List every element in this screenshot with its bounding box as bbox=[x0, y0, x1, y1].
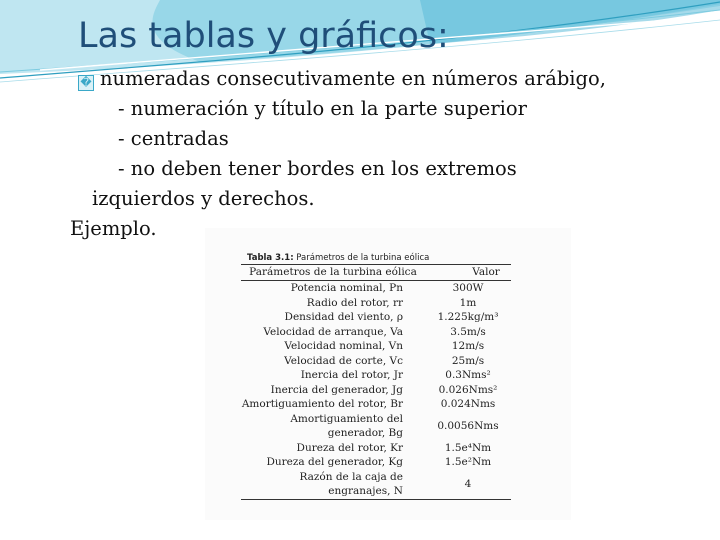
param-cell: Amortiguamiento del generador, Bg bbox=[290, 412, 403, 439]
table-header-row bbox=[241, 265, 511, 281]
value-cell: 0.026Nms² bbox=[438, 383, 498, 396]
sub-line: - numeración y título en la parte superior bbox=[118, 97, 527, 120]
table-row bbox=[241, 455, 511, 470]
value-cell: 0.3Nms² bbox=[445, 369, 491, 381]
param-cell: Inercia del rotor, Jr bbox=[300, 369, 403, 381]
value-cell: 1m bbox=[459, 296, 477, 309]
value-cell: 4 bbox=[464, 477, 472, 490]
table-row bbox=[241, 296, 511, 311]
param-cell: Velocidad de corte, Vc bbox=[284, 354, 403, 367]
sub-line: izquierdos y derechos. bbox=[92, 187, 315, 210]
param-cell: Razón de la caja de engranajes, N bbox=[299, 470, 403, 497]
value-cell: 3.5m/s bbox=[450, 325, 486, 338]
slide-body bbox=[70, 64, 710, 244]
slide-title: Las tablas y gráficos: bbox=[78, 16, 449, 56]
sub-line: - no deben tener bordes en los extremos bbox=[118, 157, 517, 180]
table-row bbox=[241, 470, 511, 500]
table-row bbox=[241, 368, 511, 383]
param-cell: Velocidad de arranque, Va bbox=[263, 325, 403, 338]
table-row bbox=[241, 397, 511, 412]
table-row bbox=[241, 339, 511, 354]
value-cell: 300W bbox=[452, 282, 484, 294]
param-cell: Inercia del generador, Jg bbox=[270, 383, 403, 396]
param-cell: Velocidad nominal, Vn bbox=[284, 340, 403, 352]
table-row bbox=[241, 354, 511, 369]
header-param: Parámetros de la turbina eólica bbox=[249, 266, 417, 278]
bullet-line: � numeradas consecutivamente en números arábigo, bbox=[70, 64, 710, 94]
turbine-parameters-table bbox=[241, 264, 511, 500]
value-cell: 1.225kg/m³ bbox=[437, 311, 499, 323]
table-row bbox=[241, 383, 511, 398]
value-cell: 25m/s bbox=[451, 354, 485, 367]
table-caption: Tabla 3.1: Parámetros de la turbina eólica bbox=[247, 253, 430, 263]
header-value: Valor bbox=[472, 266, 500, 278]
param-cell: Potencia nominal, Pn bbox=[290, 282, 403, 294]
param-cell: Dureza del generador, Kg bbox=[266, 456, 403, 468]
param-cell: Dureza del rotor, Kr bbox=[296, 441, 403, 454]
value-cell: 1.5e⁴Nm bbox=[444, 441, 492, 454]
param-cell: Amortiguamiento del rotor, Br bbox=[241, 398, 403, 410]
value-cell: 0.0056Nms bbox=[437, 419, 499, 432]
param-cell: Densidad del viento, ρ bbox=[284, 311, 403, 323]
bullet-icon: � bbox=[78, 75, 94, 91]
table-row bbox=[241, 441, 511, 456]
parameters-table bbox=[241, 252, 515, 500]
sub-line: - centradas bbox=[118, 127, 229, 150]
table-row bbox=[241, 325, 511, 340]
example-table-image bbox=[205, 228, 571, 520]
table-row bbox=[241, 310, 511, 325]
value-cell: 1.5e²Nm bbox=[444, 456, 492, 468]
example-label: Ejemplo. bbox=[70, 217, 157, 240]
param-cell: Radio del rotor, rr bbox=[306, 296, 403, 309]
table-row bbox=[241, 281, 511, 296]
value-cell: 12m/s bbox=[451, 340, 485, 352]
table-row bbox=[241, 412, 511, 441]
value-cell: 0.024Nms bbox=[440, 398, 496, 410]
